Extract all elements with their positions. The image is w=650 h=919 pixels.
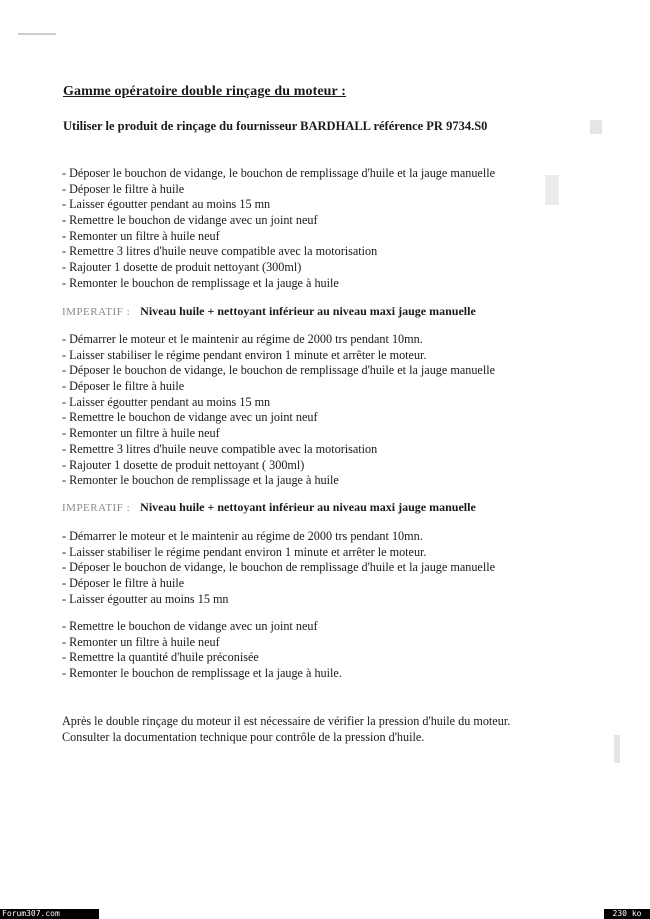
- conclusion-line: Consulter la documentation technique pour contrôle de la pression d'huile.: [62, 730, 425, 744]
- scan-noise: [545, 175, 559, 205]
- imperatif-text: Niveau huile + nettoyant inférieur au niveau maxi jauge manuelle: [140, 304, 476, 318]
- list-item: - Laisser stabiliser le régime pendant environ 1 minute et arrêter le moteur.: [62, 545, 495, 561]
- footer-size-label: 230 ko: [604, 909, 650, 919]
- imperatif-label: IMPERATIF :: [62, 306, 131, 318]
- scan-noise: [614, 735, 620, 763]
- imperatif-note-2: [62, 500, 476, 515]
- list-item: - Laisser stabiliser le régime pendant environ 1 minute et arrêter le moteur.: [62, 348, 495, 364]
- conclusion-line: Après le double rinçage du moteur il est nécessaire de vérifier la pression d'huile du moteur.: [62, 714, 511, 728]
- list-item: - Remettre le bouchon de vidange avec un joint neuf: [62, 619, 342, 635]
- list-item: - Déposer le bouchon de vidange, le bouchon de remplissage d'huile et la jauge manuelle: [62, 560, 495, 576]
- list-item: - Démarrer le moteur et le maintenir au régime de 2000 trs pendant 10mn.: [62, 529, 495, 545]
- steps-list-4: [62, 619, 342, 682]
- imperatif-text: Niveau huile + nettoyant inférieur au niveau maxi jauge manuelle: [140, 500, 476, 514]
- steps-list-3: [62, 529, 495, 607]
- document-title: Gamme opératoire double rinçage du moteur :: [63, 84, 346, 99]
- list-item: - Remettre 3 litres d'huile neuve compatible avec la motorisation: [62, 244, 495, 260]
- footer-site-label: Forum307.com: [0, 909, 99, 919]
- list-item: - Rajouter 1 dosette de produit nettoyant (300ml): [62, 260, 495, 276]
- list-item: - Remonter le bouchon de remplissage et la jauge à huile: [62, 276, 495, 292]
- list-item: - Remonter un filtre à huile neuf: [62, 426, 495, 442]
- list-item: - Remonter un filtre à huile neuf: [62, 229, 495, 245]
- scan-noise: [590, 120, 602, 134]
- list-item: - Remettre la quantité d'huile préconisée: [62, 650, 342, 666]
- scan-noise: [18, 33, 56, 35]
- list-item: - Laisser égoutter pendant au moins 15 mn: [62, 395, 495, 411]
- conclusion: [62, 713, 510, 745]
- steps-list-1: [62, 166, 495, 292]
- list-item: - Remettre le bouchon de vidange avec un joint neuf: [62, 213, 495, 229]
- list-item: - Déposer le bouchon de vidange, le bouchon de remplissage d'huile et la jauge manuelle: [62, 363, 495, 379]
- list-item: - Laisser égoutter au moins 15 mn: [62, 592, 495, 608]
- document-subtitle: Utiliser le produit de rinçage du fournisseur BARDHALL référence PR 9734.S0: [63, 119, 488, 133]
- steps-list-2: [62, 332, 495, 489]
- list-item: - Laisser égoutter pendant au moins 15 mn: [62, 197, 495, 213]
- list-item: - Déposer le filtre à huile: [62, 182, 495, 198]
- imperatif-note-1: [62, 304, 476, 319]
- list-item: - Remonter le bouchon de remplissage et la jauge à huile: [62, 473, 495, 489]
- list-item: - Rajouter 1 dosette de produit nettoyant ( 300ml): [62, 458, 495, 474]
- list-item: - Démarrer le moteur et le maintenir au régime de 2000 trs pendant 10mn.: [62, 332, 495, 348]
- list-item: - Remonter un filtre à huile neuf: [62, 635, 342, 651]
- list-item: - Déposer le filtre à huile: [62, 576, 495, 592]
- list-item: - Déposer le bouchon de vidange, le bouchon de remplissage d'huile et la jauge manuelle: [62, 166, 495, 182]
- list-item: - Déposer le filtre à huile: [62, 379, 495, 395]
- list-item: - Remettre 3 litres d'huile neuve compatible avec la motorisation: [62, 442, 495, 458]
- imperatif-label: IMPERATIF :: [62, 502, 131, 514]
- list-item: - Remonter le bouchon de remplissage et la jauge à huile.: [62, 666, 342, 682]
- list-item: - Remettre le bouchon de vidange avec un joint neuf: [62, 410, 495, 426]
